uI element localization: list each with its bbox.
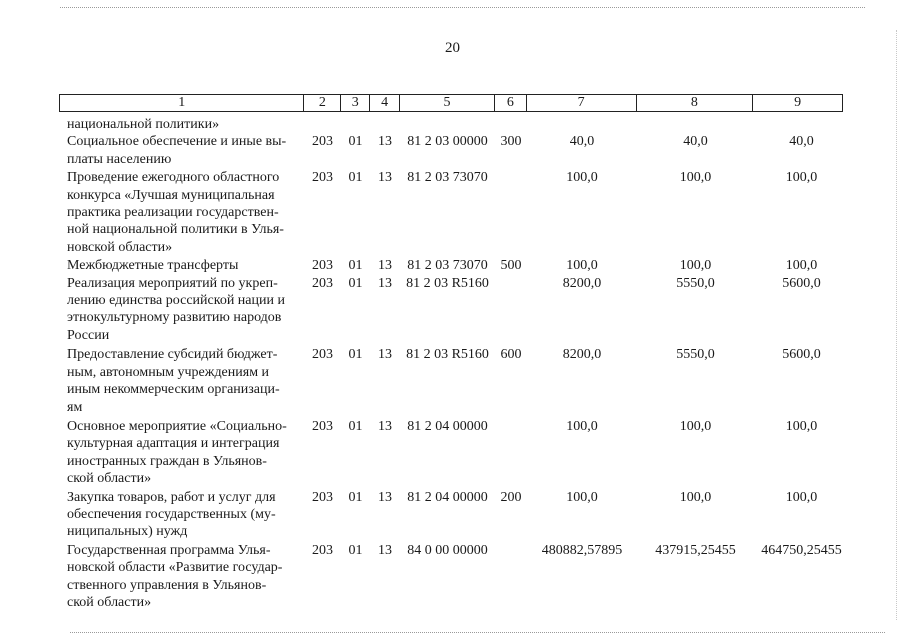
table-row xyxy=(59,489,849,541)
row-name-line: Предоставление субсидий бюджет- xyxy=(67,347,278,363)
row-name-line: Межбюджетные трансферты xyxy=(67,258,239,274)
cell-c2: 203 xyxy=(312,258,333,274)
cell-c4: 13 xyxy=(378,275,392,291)
table-row xyxy=(59,133,849,168)
row-name xyxy=(59,116,304,133)
cell-c5: 81 2 03 00000 xyxy=(407,134,488,150)
row-name-line: ной национальной политики в Улья- xyxy=(67,222,284,238)
cell-c7: 100,0 xyxy=(566,258,598,274)
cell-c7: 40,0 xyxy=(569,134,595,150)
cell-c2: 203 xyxy=(312,489,333,505)
cell-c9: 5600,0 xyxy=(782,347,821,363)
cell-c5: 81 2 04 00000 xyxy=(407,418,488,434)
row-name-line: новской области» xyxy=(67,239,173,255)
header-col-1: 1 xyxy=(60,95,304,111)
row-name-line: ным, автономным учреждениям и xyxy=(67,364,270,380)
cell-c9: 100,0 xyxy=(785,170,818,186)
page-edge-right xyxy=(896,30,897,620)
cell-c7: 100,0 xyxy=(566,170,598,186)
table-row xyxy=(59,418,849,488)
cell-c8: 100,0 xyxy=(679,258,712,274)
cell-c2: 203 xyxy=(312,347,333,363)
cell-c5: 81 2 03 R5160 xyxy=(406,275,489,291)
row-name-line: ской области» xyxy=(67,594,152,610)
cell-c3: 01 xyxy=(348,275,363,291)
row-name xyxy=(59,275,304,345)
cell-c6 xyxy=(495,169,527,256)
row-name-line: культурная адаптация и интеграция xyxy=(67,436,280,452)
row-name-line: платы населению xyxy=(67,151,172,167)
cell-c3: 01 xyxy=(348,258,363,274)
cell-c8: 5550,0 xyxy=(676,347,715,363)
row-name xyxy=(59,346,304,416)
row-name-line: практика реализации государствен- xyxy=(67,205,279,221)
row-name-line: Государственная программа Улья- xyxy=(67,542,271,558)
header-col-2: 2 xyxy=(304,95,341,111)
cell-c4: 13 xyxy=(378,258,392,274)
cell-c6: 500 xyxy=(500,258,522,274)
cell-c6 xyxy=(495,275,527,345)
row-name-line: иным некоммерческим организаци- xyxy=(67,382,280,398)
cell-c7 xyxy=(527,116,637,133)
cell-c4: 13 xyxy=(378,347,392,363)
page-number: 20 xyxy=(445,40,460,56)
row-name-line: ниципальных) нужд xyxy=(67,524,188,540)
row-name-line: Основное мероприятие «Социально- xyxy=(67,418,287,434)
row-name xyxy=(59,169,304,256)
cell-c3: 01 xyxy=(348,542,363,558)
header-col-5: 5 xyxy=(400,95,495,111)
row-name-line: Реализация мероприятий по укреп- xyxy=(67,275,278,291)
cell-c5 xyxy=(400,116,495,133)
cell-c8: 40,0 xyxy=(683,134,708,150)
row-name-line: лению единства российской нации и xyxy=(67,293,285,309)
header-col-7: 7 xyxy=(527,95,637,111)
cell-c3: 01 xyxy=(348,418,363,434)
cell-c6 xyxy=(495,542,527,612)
cell-c9: 100,0 xyxy=(785,418,818,434)
cell-c3: 01 xyxy=(348,489,363,505)
cell-c6: 200 xyxy=(500,489,522,505)
header-col-9: 9 xyxy=(794,95,802,110)
cell-c4: 13 xyxy=(378,134,392,150)
row-name-line: Закупка товаров, работ и услуг для xyxy=(67,489,276,505)
table-header xyxy=(59,94,843,112)
cell-c9: 40,0 xyxy=(789,134,814,150)
header-col-4: 4 xyxy=(370,95,400,111)
cell-c5: 81 2 03 73070 xyxy=(407,258,488,274)
row-name xyxy=(59,133,304,168)
row-name-line: конкурса «Лучшая муниципальная xyxy=(67,187,275,203)
cell-c6 xyxy=(495,418,527,488)
cell-c4: 13 xyxy=(378,489,392,505)
row-name-line: России xyxy=(67,327,110,343)
cell-c2: 203 xyxy=(312,170,333,186)
table-row xyxy=(59,542,849,612)
page-edge-top xyxy=(60,7,865,8)
table-row xyxy=(59,346,849,416)
row-name-line: ственного управления в Ульянов- xyxy=(67,577,267,593)
cell-c4: 13 xyxy=(378,170,392,186)
row-name-line: Социальное обеспечение и иные вы- xyxy=(67,134,287,150)
table-row xyxy=(59,275,849,345)
cell-c3 xyxy=(341,116,370,133)
row-name-line: иностранных граждан в Ульянов- xyxy=(67,453,267,469)
cell-c7: 100,0 xyxy=(566,418,598,434)
row-name xyxy=(59,489,304,541)
cell-c9 xyxy=(754,116,849,133)
cell-c2: 203 xyxy=(312,275,333,291)
cell-c4: 13 xyxy=(378,542,392,558)
cell-c8: 5550,0 xyxy=(676,275,715,291)
cell-c7: 8200,0 xyxy=(562,347,602,363)
cell-c4: 13 xyxy=(378,418,392,434)
cell-c3: 01 xyxy=(348,170,363,186)
cell-c4 xyxy=(370,116,400,133)
row-name-line: этнокультурному развитию народов xyxy=(67,310,282,326)
cell-c9: 100,0 xyxy=(785,258,818,274)
header-col-8: 8 xyxy=(637,95,754,111)
cell-c7: 8200,0 xyxy=(562,275,602,291)
row-name-line: новской области «Развитие государ- xyxy=(67,560,283,576)
cell-c8: 100,0 xyxy=(679,170,712,186)
cell-c5: 81 2 03 73070 xyxy=(407,170,488,186)
cell-c2: 203 xyxy=(312,134,333,150)
cell-c8: 437915,25455 xyxy=(655,542,736,558)
cell-c8: 100,0 xyxy=(679,489,712,505)
cell-c8: 100,0 xyxy=(679,418,712,434)
cell-c5: 81 2 03 R5160 xyxy=(406,347,489,363)
table-body xyxy=(59,116,849,611)
row-name xyxy=(59,418,304,488)
cell-c2: 203 xyxy=(312,418,333,434)
cell-c7: 100,0 xyxy=(566,489,598,505)
cell-c6: 600 xyxy=(500,347,522,363)
cell-c8 xyxy=(637,116,754,133)
row-name-line: национальной политики» xyxy=(67,117,220,132)
cell-c2 xyxy=(304,116,341,133)
cell-c6: 300 xyxy=(500,134,522,150)
cell-c3: 01 xyxy=(348,347,363,363)
cell-c9: 100,0 xyxy=(785,489,818,505)
page-edge-bottom xyxy=(70,632,885,633)
row-name-line: ям xyxy=(67,399,83,415)
row-name-line: обеспечения государственных (му- xyxy=(67,506,276,522)
row-name-line: Проведение ежегодного областного xyxy=(67,170,280,186)
header-col-6: 6 xyxy=(495,95,527,111)
row-name xyxy=(59,257,304,274)
cell-c2: 203 xyxy=(312,542,333,558)
cell-c9: 5600,0 xyxy=(782,275,821,291)
table-row xyxy=(59,257,849,274)
cell-c5: 81 2 04 00000 xyxy=(407,489,488,505)
row-name-line: ской области» xyxy=(67,471,152,487)
cell-c3: 01 xyxy=(348,134,363,150)
cell-c6 xyxy=(495,116,527,133)
cell-c9: 464750,25455 xyxy=(761,542,842,558)
table-row xyxy=(59,169,849,256)
row-name xyxy=(59,542,304,612)
cell-c5: 84 0 00 00000 xyxy=(407,542,488,558)
cell-c7: 480882,57895 xyxy=(541,542,623,558)
header-col-3: 3 xyxy=(341,95,370,111)
table-row xyxy=(59,116,849,133)
